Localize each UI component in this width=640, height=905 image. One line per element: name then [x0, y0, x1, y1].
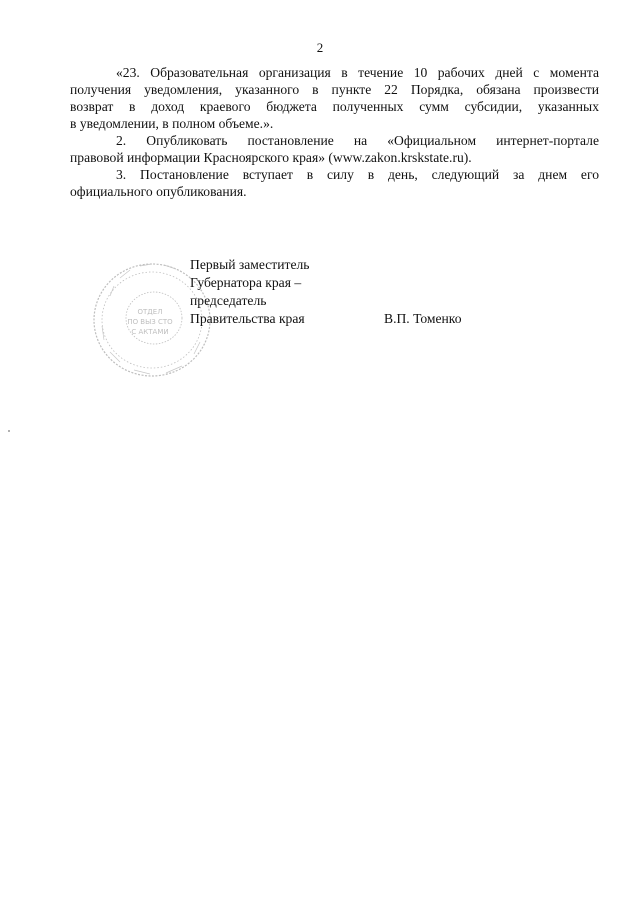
paragraph-line: 3. Постановление вступает в силу в день, следующий за днем его	[116, 167, 599, 182]
position-line: Правительства края	[190, 311, 305, 326]
signatory-position	[190, 256, 309, 328]
paragraph-3	[70, 166, 599, 200]
paragraph-line: получения уведомления, указанного в пункте 22 Порядка, обязана произвести	[70, 82, 599, 97]
paragraph-line: «23. Образовательная организация в течение 10 рабочих дней с момента	[116, 65, 599, 80]
paragraph-line: возврат в доход краевого бюджета полученных сумм субсидии, указанных	[70, 99, 599, 114]
paragraph-line: 2. Опубликовать постановление на «Официальном интернет-портале	[116, 133, 599, 148]
paragraph-23	[70, 64, 599, 132]
paragraph-line: в уведомлении, в полном объеме.».	[70, 116, 274, 131]
document-body	[70, 64, 599, 200]
signatory-name: В.П. Томенко	[384, 311, 462, 326]
paragraph-line: правовой информации Красноярского края» (www.zakon.krskstate.ru).	[70, 150, 472, 165]
svg-text:ПО ВЫЗ СТО: ПО ВЫЗ СТО	[127, 318, 173, 326]
position-line: председатель	[190, 293, 267, 308]
svg-text:С АКТАМИ: С АКТАМИ	[131, 328, 169, 336]
paragraph-line: официального опубликования.	[70, 184, 247, 199]
paragraph-2	[70, 132, 599, 166]
scan-artifact	[8, 430, 10, 432]
position-line: Первый заместитель	[190, 257, 310, 272]
position-line: Губернатора края –	[190, 275, 302, 290]
page-number: 2	[316, 40, 324, 55]
svg-text:ОТДЕЛ: ОТДЕЛ	[137, 308, 163, 316]
